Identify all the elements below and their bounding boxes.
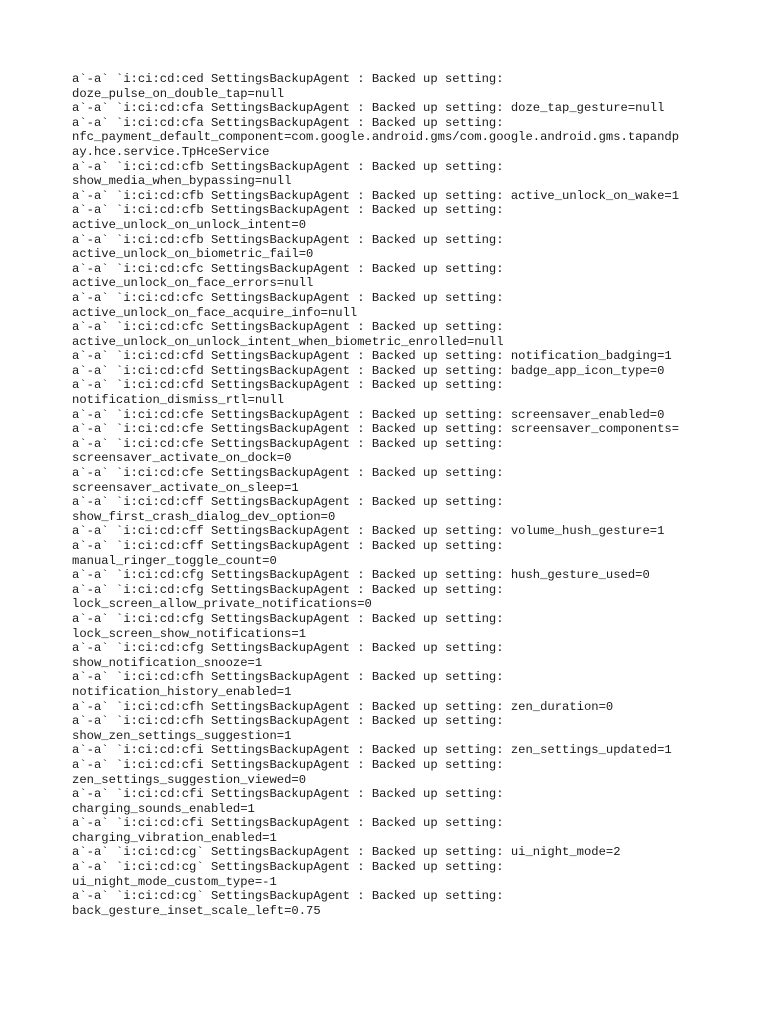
log-document xyxy=(72,72,732,918)
log-line: a`-a` `i:ci:cd:cg` SettingsBackupAgent : Backed up setting: ui_night_mode=2 xyxy=(72,845,621,860)
log-line: a`-a` `i:ci:cd:cfa SettingsBackupAgent : Backed up setting: doze_tap_gesture=null xyxy=(72,101,665,116)
log-line: a`-a` `i:ci:cd:cfd SettingsBackupAgent : Backed up setting: badge_app_icon_type=0 xyxy=(72,363,665,378)
log-line: screensaver_activate_on_dock=0 xyxy=(72,451,292,466)
log-line: a`-a` `i:ci:cd:cfd SettingsBackupAgent : Backed up setting: notification_badging=1 xyxy=(72,349,672,364)
log-line: ay.hce.service.TpHceService xyxy=(72,144,270,159)
log-line: a`-a` `i:ci:cd:cfb SettingsBackupAgent : Backed up setting: xyxy=(72,232,504,247)
log-line: screensaver_activate_on_sleep=1 xyxy=(72,480,299,495)
log-line: a`-a` `i:ci:cd:cfh SettingsBackupAgent : Backed up setting: xyxy=(72,670,504,685)
log-line: active_unlock_on_face_acquire_info=null xyxy=(72,305,358,320)
log-line: a`-a` `i:ci:cd:cfc SettingsBackupAgent : Backed up setting: xyxy=(72,290,504,305)
log-line: a`-a` `i:ci:cd:cfe SettingsBackupAgent : Backed up setting: screensaver_enabled=0 xyxy=(72,407,665,422)
log-line: a`-a` `i:ci:cd:ced SettingsBackupAgent : Backed up setting: xyxy=(72,72,504,86)
log-line: a`-a` `i:ci:cd:cfg SettingsBackupAgent : Backed up setting: xyxy=(72,582,504,597)
log-line: manual_ringer_toggle_count=0 xyxy=(72,553,277,568)
log-line: charging_vibration_enabled=1 xyxy=(72,830,277,845)
log-line: a`-a` `i:ci:cd:cff SettingsBackupAgent : Backed up setting: volume_hush_gesture=1 xyxy=(72,524,665,539)
log-line: show_notification_snooze=1 xyxy=(72,655,263,670)
log-line: notification_history_enabled=1 xyxy=(72,684,292,699)
log-line: a`-a` `i:ci:cd:cfb SettingsBackupAgent : Backed up setting: xyxy=(72,159,504,174)
log-line: a`-a` `i:ci:cd:cfb SettingsBackupAgent : Backed up setting: active_unlock_on_wake=1 xyxy=(72,188,680,203)
log-line: a`-a` `i:ci:cd:cfi SettingsBackupAgent : Backed up setting: xyxy=(72,787,504,802)
log-line: back_gesture_inset_scale_left=0.75 xyxy=(72,903,321,918)
log-line: show_first_crash_dialog_dev_option=0 xyxy=(72,509,336,524)
log-line: lock_screen_allow_private_notifications=0 xyxy=(72,597,372,612)
log-line: active_unlock_on_unlock_intent=0 xyxy=(72,217,307,232)
log-line: a`-a` `i:ci:cd:cfe SettingsBackupAgent : Backed up setting: xyxy=(72,466,504,481)
log-line: active_unlock_on_biometric_fail=0 xyxy=(72,247,314,262)
log-line: a`-a` `i:ci:cd:cfg SettingsBackupAgent : Backed up setting: xyxy=(72,611,504,626)
log-line: show_zen_settings_suggestion=1 xyxy=(72,728,292,743)
log-line: a`-a` `i:ci:cd:cfh SettingsBackupAgent : Backed up setting: xyxy=(72,714,504,729)
log-line: a`-a` `i:ci:cd:cfg SettingsBackupAgent : Backed up setting: xyxy=(72,641,504,656)
log-line: a`-a` `i:ci:cd:cfa SettingsBackupAgent : Backed up setting: xyxy=(72,115,504,130)
log-line: a`-a` `i:ci:cd:cg` SettingsBackupAgent : Backed up setting: xyxy=(72,860,504,875)
log-line: charging_sounds_enabled=1 xyxy=(72,801,255,816)
log-line: a`-a` `i:ci:cd:cfe SettingsBackupAgent : Backed up setting: screensaver_components= xyxy=(72,422,680,437)
log-line: a`-a` `i:ci:cd:cfd SettingsBackupAgent : Backed up setting: xyxy=(72,378,504,393)
log-line: active_unlock_on_face_errors=null xyxy=(72,276,314,291)
log-line: lock_screen_show_notifications=1 xyxy=(72,626,307,641)
log-line: a`-a` `i:ci:cd:cfb SettingsBackupAgent : Backed up setting: xyxy=(72,203,504,218)
log-line: a`-a` `i:ci:cd:cg` SettingsBackupAgent : Backed up setting: xyxy=(72,889,504,904)
log-line: a`-a` `i:ci:cd:cfe SettingsBackupAgent : Backed up setting: xyxy=(72,436,504,451)
log-line: active_unlock_on_unlock_intent_when_biometric_enrolled=null xyxy=(72,334,504,349)
log-line: ui_night_mode_custom_type=-1 xyxy=(72,874,277,889)
log-line: a`-a` `i:ci:cd:cfh SettingsBackupAgent : Backed up setting: zen_duration=0 xyxy=(72,699,614,714)
log-line: a`-a` `i:ci:cd:cff SettingsBackupAgent : Backed up setting: xyxy=(72,539,504,553)
log-line: doze_pulse_on_double_tap=null xyxy=(72,86,285,101)
log-line: a`-a` `i:ci:cd:cfc SettingsBackupAgent : Backed up setting: xyxy=(72,320,504,335)
log-line: a`-a` `i:ci:cd:cfi SettingsBackupAgent : Backed up setting: xyxy=(72,816,504,831)
log-line: zen_settings_suggestion_viewed=0 xyxy=(72,772,307,787)
log-line: a`-a` `i:ci:cd:cfg SettingsBackupAgent : Backed up setting: hush_gesture_used=0 xyxy=(72,568,650,583)
log-line: nfc_payment_default_component=com.google.android.gms/com.google.android.gms.tapandp xyxy=(72,130,680,145)
log-line: a`-a` `i:ci:cd:cfi SettingsBackupAgent : Backed up setting: zen_settings_updated=1 xyxy=(72,743,672,758)
log-line: notification_dismiss_rtl=null xyxy=(72,393,285,408)
log-line: a`-a` `i:ci:cd:cff SettingsBackupAgent : Backed up setting: xyxy=(72,495,504,510)
log-line: show_media_when_bypassing=null xyxy=(72,174,292,189)
log-line: a`-a` `i:ci:cd:cfi SettingsBackupAgent : Backed up setting: xyxy=(72,757,504,772)
log-line: a`-a` `i:ci:cd:cfc SettingsBackupAgent : Backed up setting: xyxy=(72,261,504,276)
